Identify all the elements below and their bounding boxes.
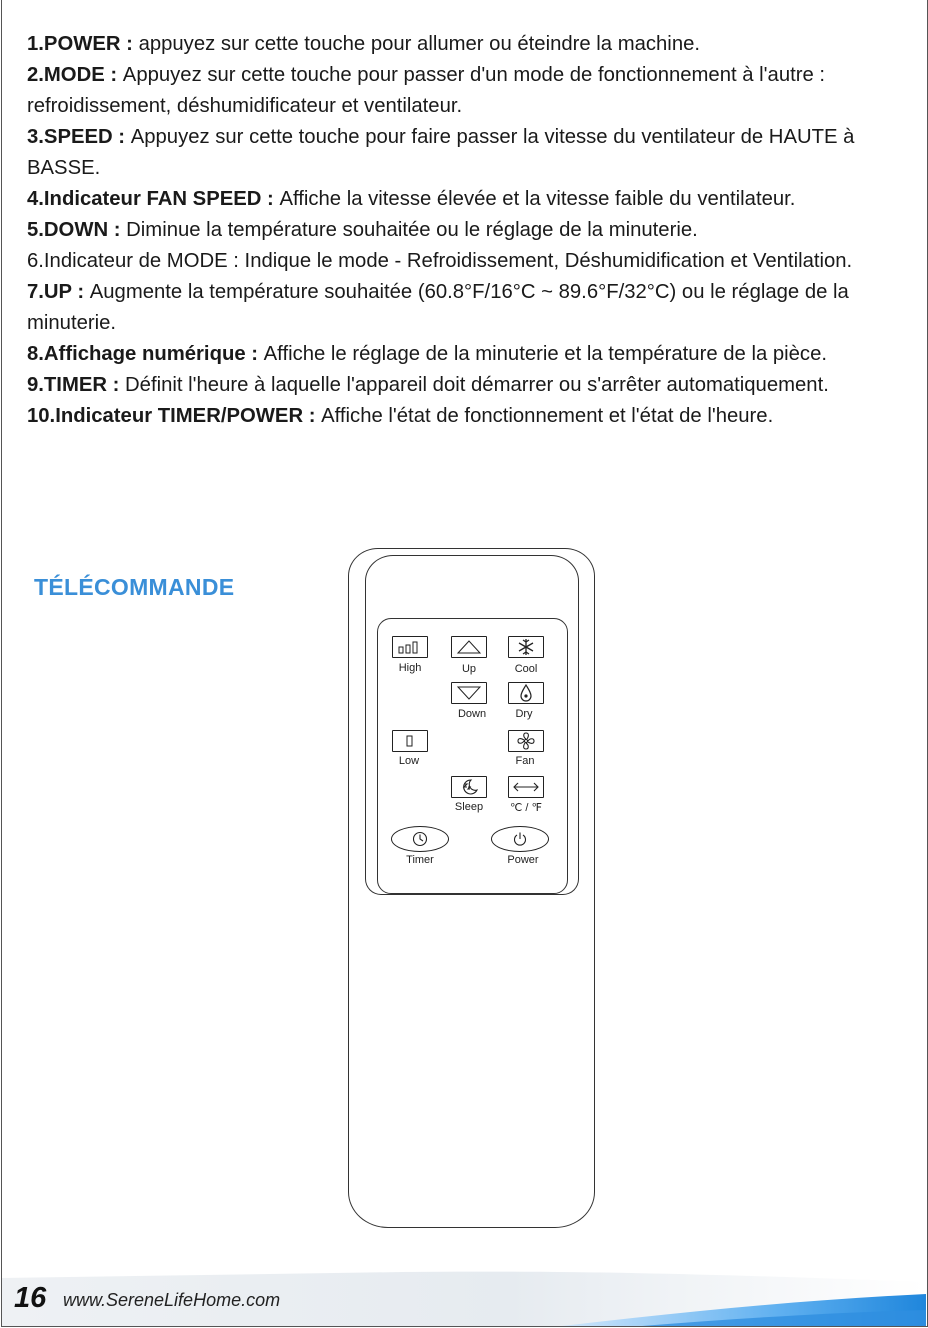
cool-label: Cool — [514, 663, 538, 675]
high-speed-button[interactable] — [392, 636, 428, 658]
water-drop-icon — [519, 684, 533, 702]
high-label: High — [398, 662, 422, 674]
fan-speed-high-icon — [397, 640, 423, 654]
power-button[interactable] — [491, 826, 549, 852]
snowflake-icon — [517, 638, 535, 656]
low-speed-button[interactable] — [392, 730, 428, 752]
up-label: Up — [461, 663, 477, 675]
cool-button[interactable] — [508, 636, 544, 658]
sleep-label: Sleep — [454, 801, 484, 813]
instruction-item: 10.Indicateur TIMER/POWER : Affiche l'état de fonctionnement et l'état de l'heure. — [27, 405, 774, 427]
fan-icon — [516, 732, 536, 750]
instruction-item: 3.SPEED : Appuyez sur cette touche pour faire passer la vitesse du ventilateur de HAUTE à BASSE. — [27, 126, 855, 179]
power-icon — [512, 831, 528, 847]
instruction-item: 8.Affichage numérique : Affiche le réglage de la minuterie et la température de la pièce. — [27, 343, 827, 365]
power-label: Power — [507, 854, 539, 866]
up-button[interactable] — [451, 636, 487, 658]
unit-label: ℃ / ℉ — [510, 802, 542, 814]
down-label: Down — [457, 708, 487, 720]
page-number: 16 — [14, 1282, 47, 1314]
instruction-item: 9.TIMER : Définit l'heure à laquelle l'appareil doit démarrer ou s'arrêter automatiquement. — [27, 374, 829, 396]
instruction-item: 6.Indicateur de MODE : Indique le mode - Refroidissement, Déshumidification et Ventilation. — [27, 250, 853, 272]
section-title: TÉLÉCOMMANDE — [34, 574, 235, 600]
instruction-item: 1.POWER : appuyez sur cette touche pour allumer ou éteindre la machine. — [27, 33, 701, 55]
sleep-button[interactable] — [451, 776, 487, 798]
timer-label: Timer — [406, 854, 434, 866]
dry-button[interactable] — [508, 682, 544, 704]
triangle-down-icon — [455, 685, 483, 701]
dry-label: Dry — [515, 708, 533, 720]
instruction-item: 5.DOWN : Diminue la température souhaitée ou le réglage de la minuterie. — [27, 219, 698, 241]
instruction-list — [27, 29, 907, 432]
instruction-item: 4.Indicateur FAN SPEED : Affiche la vitesse élevée et la vitesse faible du ventilateur. — [27, 188, 796, 210]
double-arrow-icon — [511, 781, 541, 793]
instruction-item: 7.UP : Augmente la température souhaitée (60.8°F/16°C ~ 89.6°F/32°C) ou le réglage de la minuterie. — [27, 281, 849, 334]
fan-speed-low-icon — [403, 734, 417, 748]
down-button[interactable] — [451, 682, 487, 704]
fan-button[interactable] — [508, 730, 544, 752]
low-label: Low — [398, 755, 420, 767]
timer-button[interactable] — [391, 826, 449, 852]
fan-label: Fan — [515, 755, 535, 767]
website-link[interactable]: www.SereneLifeHome.com — [63, 1290, 281, 1310]
unit-toggle-button[interactable] — [508, 776, 544, 798]
sleep-moon-icon — [458, 778, 480, 796]
instruction-item: 2.MODE : Appuyez sur cette touche pour passer d'un mode de fonctionnement à l'autre : refroidissement, déshumidificateur et ventilateur. — [27, 64, 826, 117]
triangle-up-icon — [455, 639, 483, 655]
clock-icon — [412, 831, 428, 847]
